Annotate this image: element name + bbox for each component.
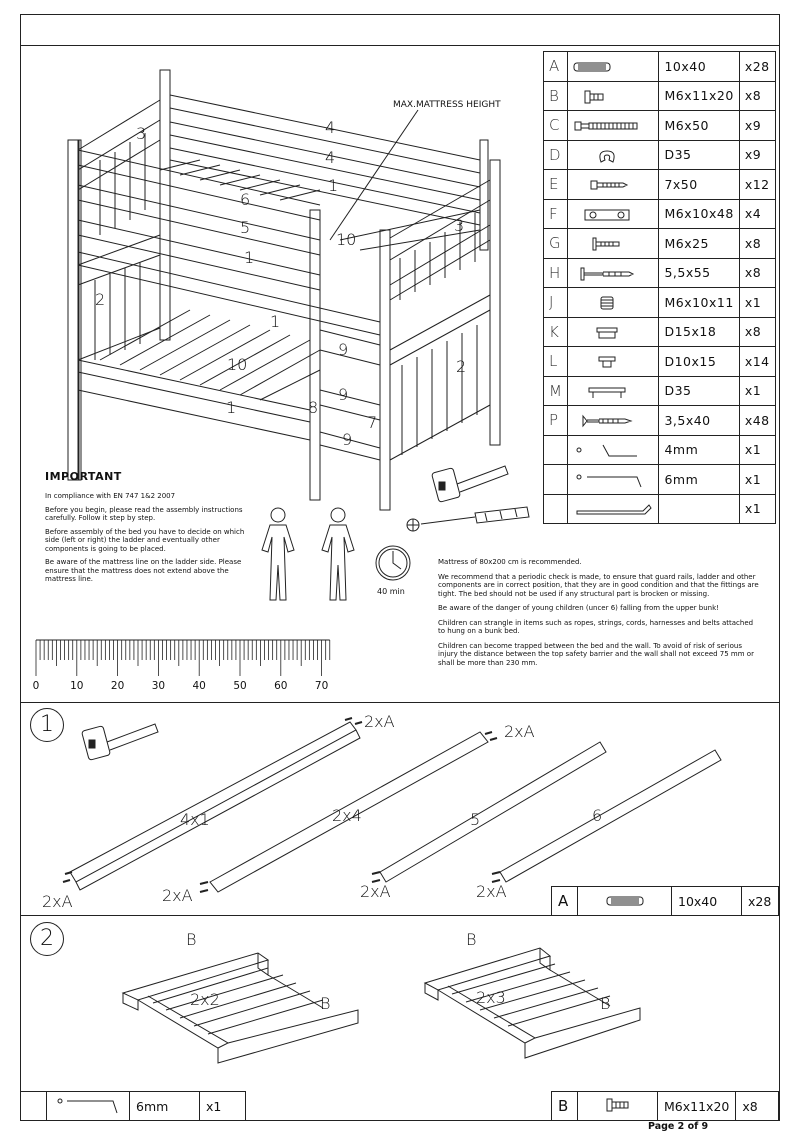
hardware-key: P [544, 406, 568, 436]
part-label: 3 [454, 216, 465, 235]
dowel-label: 2xA [42, 892, 73, 911]
hardware-row [544, 347, 776, 377]
hardware-key: K [544, 317, 568, 347]
hardware-qty: x28 [739, 52, 775, 82]
bracket-icon [573, 385, 653, 399]
important-p2: Before assembly of the bed you have to decide on which side (left or right) the ladder and eventually other components is going to be placed. [45, 527, 245, 553]
hardware-size: D15x18 [659, 317, 739, 347]
rail-label: 4x1 [180, 810, 210, 829]
screwdriver-icon [405, 505, 535, 535]
hardware-qty: x1 [739, 435, 775, 465]
part-label: 2 [95, 290, 106, 309]
bolt-short-icon [606, 1098, 630, 1112]
part-qty: x8 [736, 1092, 779, 1121]
hardware-size: 7x50 [659, 170, 739, 200]
hardware-row [544, 258, 776, 288]
hardware-qty: x48 [739, 406, 775, 436]
hardware-row [544, 111, 776, 141]
hardware-picture [568, 465, 659, 495]
part-label: 3 [136, 124, 147, 143]
part-picture [578, 1092, 658, 1121]
note-trapped: Children can become trapped between the bed and the wall. To avoid of risk of serious injury the distance between the top safety barrier and the wall shall not exceed 75 mm or shall be more than 230 mm. [438, 641, 754, 667]
hardware-key: M [544, 376, 568, 406]
part-size: M6x11x20 [658, 1092, 736, 1121]
long-screw-icon [573, 267, 653, 281]
hardware-picture [568, 199, 659, 229]
important-p3: Be aware of the mattress line on the ladder side. Please ensure that the mattress does not extend above the mattress line. [45, 558, 242, 583]
hardware-qty: x9 [739, 140, 775, 170]
important-text [45, 492, 255, 584]
hardware-size: M6x10x11 [659, 288, 739, 318]
hardware-qty: x12 [739, 170, 775, 200]
hardware-size: 3,5x40 [659, 406, 739, 436]
hardware-size: M6x11x20 [659, 81, 739, 111]
insert-nut-icon [573, 296, 653, 310]
ruler-label: 50 [233, 680, 247, 692]
hardware-row [544, 52, 776, 82]
step-2-part-box [551, 1091, 779, 1121]
hardware-key: D [544, 140, 568, 170]
rail-label: 2x4 [332, 806, 362, 825]
rail-label: 5 [470, 810, 481, 829]
step-2-number: 2 [30, 922, 64, 956]
part-label: 1 [270, 312, 281, 331]
hardware-size: 4mm [659, 435, 739, 465]
part-picture [578, 887, 672, 916]
hardware-size [659, 494, 739, 524]
hardware-picture [568, 376, 659, 406]
hardware-key [544, 465, 568, 495]
hardware-key: B [544, 81, 568, 111]
ruler-label: 70 [314, 680, 329, 692]
hardware-key [544, 494, 568, 524]
note-strangle: Children can strangle in items such as ropes, strings, cords, harnesses and belts attached to hung on a bunk bed. [438, 618, 754, 635]
hex-key-small-icon [573, 444, 653, 458]
hardware-size: D10x15 [659, 347, 739, 377]
hardware-size: M6x10x48 [659, 199, 739, 229]
safety-notes [438, 558, 760, 673]
ruler-label: 30 [151, 680, 166, 692]
hardware-qty: x8 [739, 81, 775, 111]
hardware-picture [568, 435, 659, 465]
clock-icon [373, 543, 413, 583]
assembly-time: 40 min [377, 587, 405, 596]
part-label: 7 [367, 413, 378, 432]
hardware-picture [568, 406, 659, 436]
hardware-key: C [544, 111, 568, 141]
hardware-key: F [544, 199, 568, 229]
hardware-qty: x1 [739, 288, 775, 318]
part-key [21, 1092, 47, 1121]
dowel-label: 2xA [364, 712, 395, 731]
hardware-key: H [544, 258, 568, 288]
hardware-key [544, 435, 568, 465]
hardware-size: 10x40 [659, 52, 739, 82]
hardware-row [544, 406, 776, 436]
part-key: A [552, 887, 578, 916]
hardware-size: D35 [659, 376, 739, 406]
dowel-icon [606, 896, 644, 906]
hardware-row [544, 288, 776, 318]
hardware-picture [568, 229, 659, 259]
hardware-picture [568, 81, 659, 111]
frame-left-drawing [118, 948, 378, 1068]
hardware-qty: x14 [739, 347, 775, 377]
part-label: 9 [338, 385, 349, 404]
hardware-row [544, 435, 776, 465]
wood-screw-icon [573, 414, 653, 428]
bolt-label: B [466, 930, 477, 949]
part-label: 10 [336, 230, 357, 249]
dowel-icon [573, 60, 653, 74]
part-label: 6 [240, 190, 251, 209]
part-label: 9 [338, 340, 349, 359]
part-key: B [552, 1092, 578, 1121]
hardware-row [544, 170, 776, 200]
part-label: 5 [240, 218, 251, 237]
hardware-key: J [544, 288, 568, 318]
step-1-part-box [551, 886, 779, 916]
note-mattress: Mattress of 80x200 cm is recommended. [438, 558, 582, 566]
hardware-picture [568, 140, 659, 170]
hardware-row [544, 229, 776, 259]
hardware-picture [568, 494, 659, 524]
hardware-key: E [544, 170, 568, 200]
hardware-picture [568, 347, 659, 377]
hardware-qty: x8 [739, 258, 775, 288]
connector-plate-icon [573, 208, 653, 222]
two-people-icon [250, 505, 370, 610]
barrel-nut-icon [573, 149, 653, 163]
part-label: 1 [244, 248, 255, 267]
bolt-label: B [186, 930, 197, 949]
header-band [20, 14, 780, 46]
hardware-row [544, 494, 776, 524]
bunk-bed-diagram [40, 60, 540, 520]
hardware-size: 6mm [659, 465, 739, 495]
page-number: Page 2 of 9 [648, 1121, 709, 1132]
part-size: 10x40 [672, 887, 742, 916]
dowel-label: 2xA [162, 886, 193, 905]
note-falling: Be aware of the danger of young children (uncer 6) falling from the upper bunk! [438, 604, 719, 612]
part-label: 10 [227, 355, 248, 374]
dowel-label: 2xA [360, 882, 391, 901]
max-mattress-label: MAX.MATTRESS HEIGHT [393, 100, 501, 110]
hardware-qty: x1 [739, 465, 775, 495]
screw-icon [573, 178, 653, 192]
part-qty: x28 [742, 887, 779, 916]
cap-small-icon [573, 355, 653, 369]
hardware-size: M6x25 [659, 229, 739, 259]
dowel-label: 2xA [476, 882, 507, 901]
hardware-qty: x9 [739, 111, 775, 141]
step-1-number: 1 [30, 708, 64, 742]
tool-qty: x1 [200, 1092, 246, 1121]
ruler-label: 40 [192, 680, 206, 692]
hardware-picture [568, 52, 659, 82]
frame-label: 2x2 [190, 990, 220, 1009]
ruler-label: 60 [274, 680, 288, 692]
hardware-picture [568, 111, 659, 141]
hardware-picture [568, 288, 659, 318]
hardware-size: 5,5x55 [659, 258, 739, 288]
ruler [34, 640, 334, 680]
part-label: 2 [456, 357, 467, 376]
part-label: 8 [308, 398, 319, 417]
frame-label: 2x3 [476, 988, 506, 1007]
hardware-qty: x4 [739, 199, 775, 229]
hardware-qty: x1 [739, 376, 775, 406]
frame-right-drawing [420, 948, 680, 1068]
rails-drawing [60, 712, 760, 892]
important-title: IMPORTANT [45, 470, 122, 483]
hardware-key: L [544, 347, 568, 377]
rail-label: 6 [592, 806, 603, 825]
hardware-qty: x8 [739, 317, 775, 347]
part-label: 4 [325, 148, 336, 167]
hardware-picture [568, 258, 659, 288]
hardware-table [543, 51, 776, 524]
hardware-row [544, 81, 776, 111]
spanner-icon [573, 503, 653, 517]
hardware-qty: x8 [739, 229, 775, 259]
tool-size: 6mm [130, 1092, 200, 1121]
hardware-key: A [544, 52, 568, 82]
hardware-picture [568, 317, 659, 347]
note-check: We recommend that a periodic check is made, to ensure that guard rails, ladder and other components are in correct position, that they are in good condition and that the fittings are tight. The bed should not be used if any structural part is brocken or missing. [438, 572, 759, 598]
part-label: 9 [342, 430, 353, 449]
bolt-label: B [600, 994, 611, 1013]
step-2-tool-box [20, 1091, 246, 1121]
standard-text: In compliance with EN 747 1&2 2007 [45, 492, 176, 500]
long-bolt-icon [573, 119, 653, 133]
hardware-row [544, 465, 776, 495]
bolt-short-icon [573, 90, 653, 104]
hardware-row [544, 376, 776, 406]
ruler-label: 0 [32, 680, 40, 692]
ruler-label: 20 [110, 680, 125, 692]
cap-large-icon [573, 326, 653, 340]
hardware-size: M6x50 [659, 111, 739, 141]
part-label: 1 [328, 176, 339, 195]
part-label: 1 [226, 398, 237, 417]
part-label: 4 [325, 118, 336, 137]
ruler-label: 10 [70, 680, 84, 692]
dowel-label: 2xA [504, 722, 535, 741]
part-picture [47, 1092, 130, 1121]
hardware-row [544, 317, 776, 347]
hardware-size: D35 [659, 140, 739, 170]
hex-key-large-icon [53, 1095, 123, 1115]
bolt-label: B [320, 994, 331, 1013]
hardware-qty: x1 [739, 494, 775, 524]
bolt-icon [573, 237, 653, 251]
hardware-row [544, 140, 776, 170]
hardware-row [544, 199, 776, 229]
mallet-icon [430, 460, 510, 510]
hardware-picture [568, 170, 659, 200]
important-p1: Before you begin, please read the assembly instructions carefully. Follow it step by step. [45, 505, 243, 522]
hardware-key: G [544, 229, 568, 259]
hex-key-large-icon [573, 473, 653, 487]
